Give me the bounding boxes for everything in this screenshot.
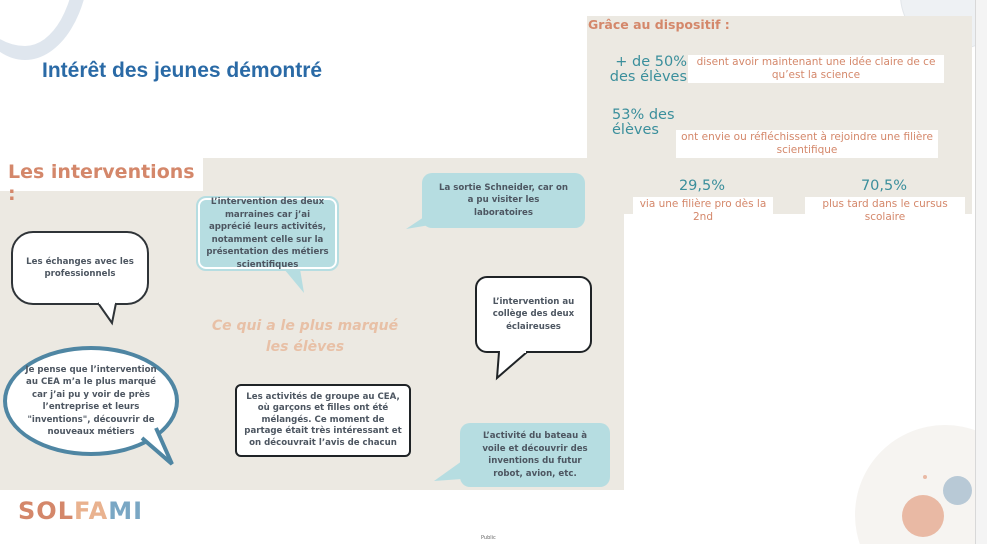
logo-part-fa: FA [73,497,109,525]
stat3-value: 29,5% [678,178,726,194]
quote-cea: Je pense que l’intervention au CEA m’a le plus marqué car j’ai pu y voir de près l’entreprise et leurs "inventions", découvrir de nouveaux métiers [25,364,157,437]
speech-bubble-schneider [422,173,585,228]
quote-sailboat: L’activité du bateau à voile et découvrir des inventions du futur robot, avion, etc. [482,431,588,479]
bubble-tail [142,428,182,468]
quote-eclaireuses: L’intervention au collège des deux éclaireuses [492,296,575,332]
quote-group-activities: Les activités de groupe au CEA, où garçons et filles ont été mélangés. Ce moment de partage était très intéressant et on découvrait l’avis de chacun [244,391,402,448]
interventions-panel [0,158,624,490]
bubble-tail [406,213,432,233]
quote-marraines: L’intervention des deux marraines car j’ai apprécié leurs activités, notamment celle sur la présentation des métiers scientifiques [206,197,329,270]
logo-part-mi: MI [108,497,144,525]
stat4-label: plus tard dans le cursus scolaire [805,197,965,225]
center-caption: Ce qui a le plus marqué les élèves [211,318,399,355]
stat3-label: via une filière pro dès la 2nd [633,197,773,225]
top-left-arc-decoration [0,0,90,60]
bubble-tail [284,269,308,295]
bubble-tail [434,461,464,483]
stat2-label: ont envie ou réfléchissent à rejoindre une filière scientifique [676,130,938,158]
speech-bubble-group-activities [235,384,411,457]
stats-panel [587,16,972,223]
speech-bubble-professionals [11,231,149,305]
quote-schneider: La sortie Schneider, car on a pu visiter les laboratoires [438,182,569,218]
speech-bubble-marraines [196,196,339,271]
page-title: Intérêt des jeunes démontré [42,59,323,82]
speech-bubble-eclaireuses [475,276,592,353]
small-dot-decoration [923,475,927,479]
classification-tag: Public [481,535,496,541]
solfami-logo [18,497,143,525]
stat2-value: 53% des élèves [612,107,675,138]
bubble-tail [495,352,533,382]
bubble-tail [98,303,128,325]
stat1-value: + de 50% des élèves [609,54,687,85]
logo-part-sol: SOL [18,497,74,525]
speech-bubble-sailboat [460,423,610,487]
bottom-right-salmon-dot-decoration [902,495,944,537]
stats-title: Grâce au dispositif : [588,17,730,32]
stat4-value: 70,5% [860,178,908,194]
window-right-edge [975,0,987,544]
interventions-title: Les interventions : [0,158,203,191]
stat1-label: disent avoir maintenant une idée claire de ce qu’est la science [688,55,944,83]
speech-bubble-cea [3,346,179,456]
bottom-right-blue-dot-decoration [943,476,972,505]
quote-professionals: Les échanges avec les professionnels [26,256,134,279]
